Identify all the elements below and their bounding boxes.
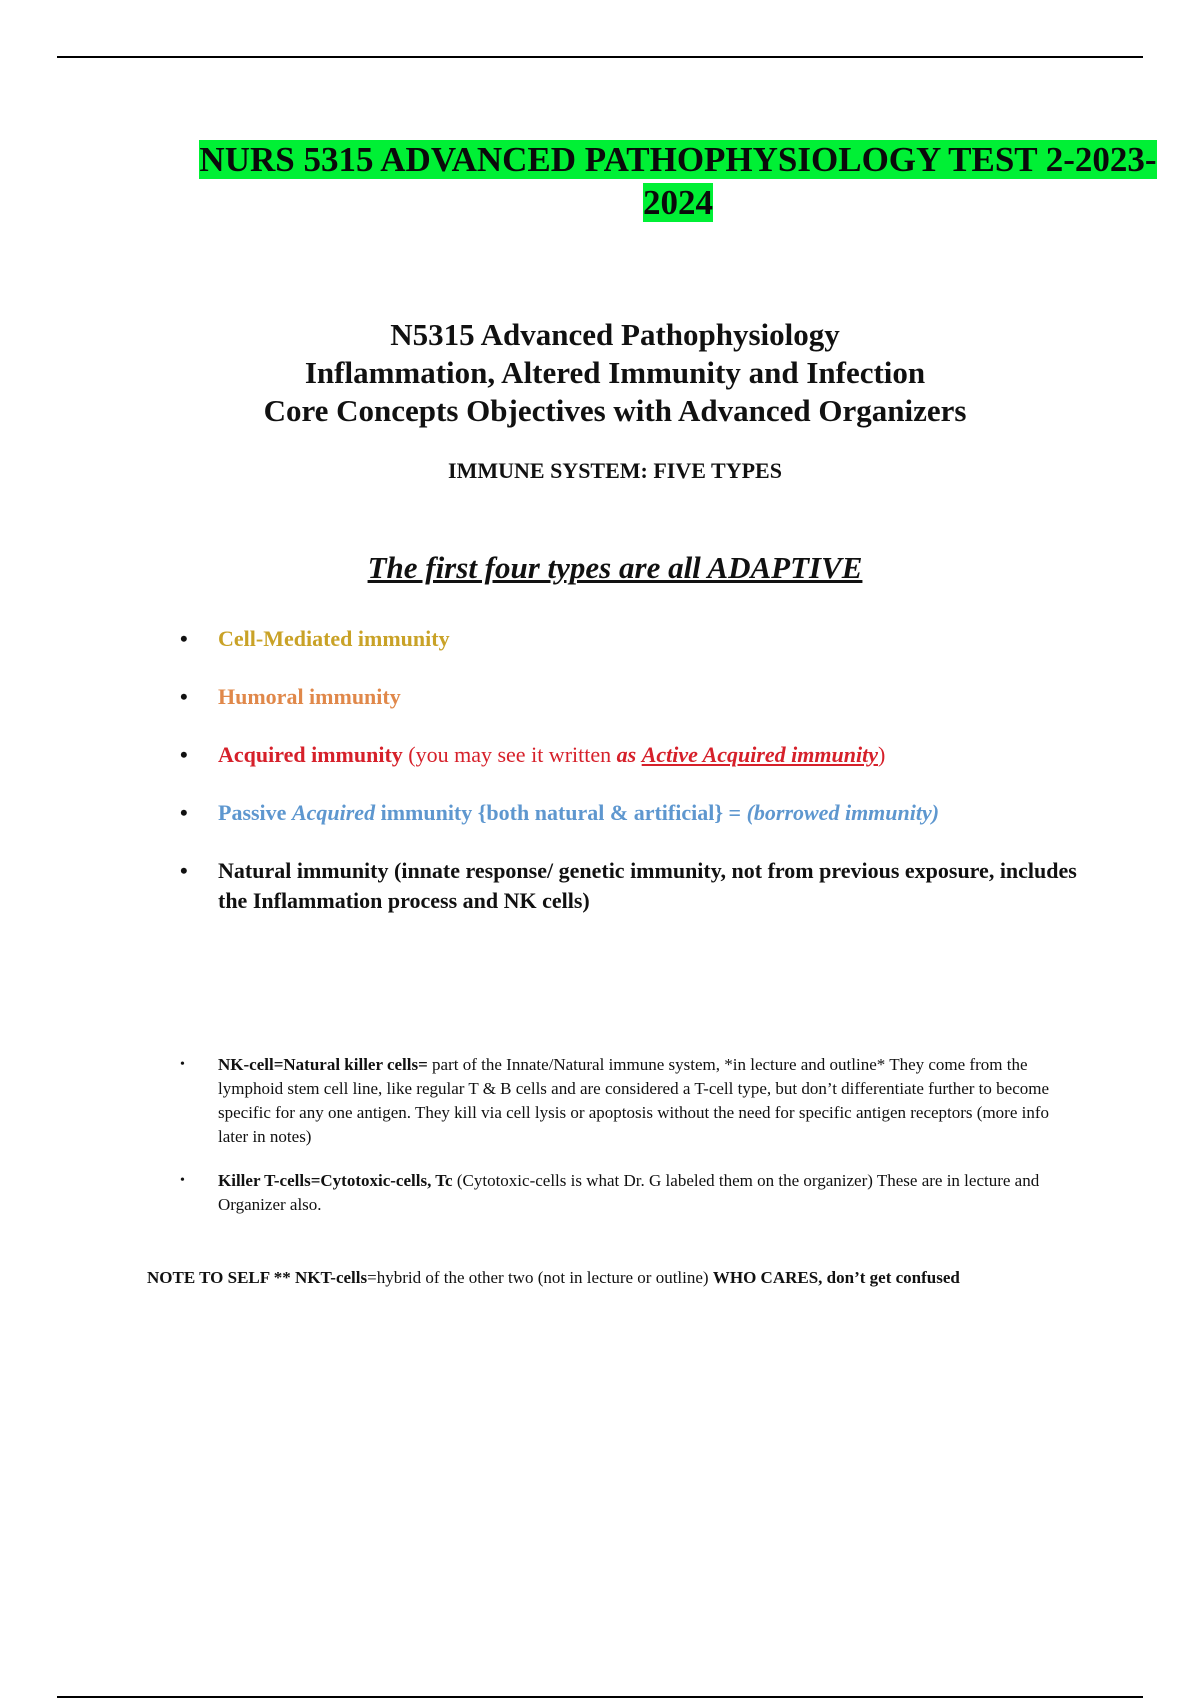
bullet-icon: •	[180, 800, 188, 825]
type-acquired	[218, 742, 885, 767]
title-highlight-line-1: NURS 5315 ADVANCED PATHOPHYSIOLOGY TEST 2-2023-	[199, 140, 1157, 179]
passive-part-4: (borrowed immunity)	[746, 800, 940, 825]
immune-types-list	[180, 624, 1100, 944]
bullet-icon: •	[180, 684, 188, 709]
nk-cell-term: NK-cell=Natural killer cells=	[218, 1055, 428, 1074]
killer-t-cell-term: Killer T-cells=Cytotoxic-cells, Tc	[218, 1171, 453, 1190]
list-item	[180, 856, 1100, 916]
type-natural: Natural immunity (innate response/ genetic immunity, not from previous exposure, includes the Inflammation process and NK cells)	[218, 858, 1077, 913]
course-headings	[0, 316, 1200, 430]
bottom-rule	[57, 1696, 1143, 1698]
list-item	[180, 798, 1100, 828]
adaptive-heading: The first four types are all ADAPTIVE	[367, 550, 863, 585]
acquired-label: Acquired immunity	[218, 742, 403, 767]
title-highlight-line-2: 2024	[643, 183, 713, 222]
passive-part-3: immunity {both natural & artificial} =	[375, 800, 747, 825]
course-title: N5315 Advanced Pathophysiology	[390, 317, 840, 352]
list-item	[180, 1169, 1080, 1217]
bullet-icon: •	[180, 858, 188, 883]
top-rule	[57, 56, 1143, 58]
bullet-icon: •	[180, 742, 188, 767]
course-topic: Inflammation, Altered Immunity and Infection	[304, 355, 926, 390]
section-heading: IMMUNE SYSTEM: FIVE TYPES	[448, 458, 782, 483]
nk-cell-description: part of the Innate/Natural immune system, *in lecture and outline* They come from the lymphoid stem cell line, like regular T & B cells and are considered a T-cell type, but don’t differentiate further to become specific for any one antigen. They kill via cell lysis or apoptosis without the need for specific antigen receptors (more info later in notes)	[218, 1055, 1050, 1146]
list-item	[180, 624, 1100, 654]
bullet-icon: •	[180, 1173, 185, 1188]
note-to-self-text: =hybrid of the other two (not in lecture or outline)	[367, 1268, 713, 1287]
passive-part-1: Passive	[218, 800, 292, 825]
bullet-icon: •	[180, 626, 188, 651]
list-item	[180, 740, 1100, 770]
acquired-note: (you may see it written	[402, 742, 617, 767]
document-title-banner	[158, 138, 1198, 224]
list-item	[180, 1053, 1080, 1149]
acquired-note-close: )	[877, 742, 886, 767]
type-cell-mediated: Cell-Mediated immunity	[218, 626, 450, 651]
course-subtitle: Core Concepts Objectives with Advanced Organizers	[263, 393, 967, 428]
type-passive-acquired	[218, 800, 939, 825]
acquired-as: as	[616, 742, 637, 767]
note-to-self-emphasis: WHO CARES, don’t get confused	[712, 1268, 960, 1287]
passive-part-2: Acquired	[291, 800, 376, 825]
cell-notes-list	[180, 1053, 1080, 1237]
active-acquired-term: Active Acquired immunity	[641, 742, 878, 767]
type-humoral: Humoral immunity	[218, 684, 401, 709]
note-to-self	[147, 1267, 1127, 1289]
list-item	[180, 682, 1100, 712]
note-to-self-label: NOTE TO SELF ** NKT-cells	[147, 1268, 368, 1287]
killer-t-cell-description: (Cytotoxic-cells is what Dr. G labeled them on the organizer) These are in lecture and Organizer also.	[218, 1171, 1040, 1214]
bullet-icon: •	[180, 1057, 185, 1072]
